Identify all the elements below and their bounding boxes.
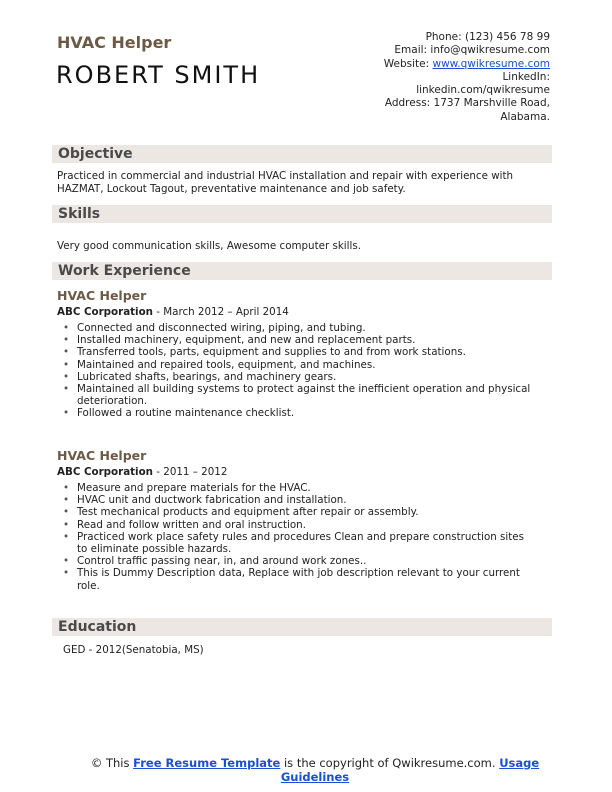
list-item: • Transferred tools, parts, equipment and supplies to and from work stations. xyxy=(57,346,537,358)
education-entry: GED - 2012(Senatobia, MS) xyxy=(63,644,204,656)
section-title: Objective xyxy=(58,146,133,162)
usage-guidelines-link[interactable]: Usage Guidelines xyxy=(280,756,540,784)
list-item: • Practiced work place safety rules and procedures Clean and prepare construction sites to eliminate possible hazards. xyxy=(57,531,537,555)
contact-address-line2: Alabama. xyxy=(500,110,550,123)
list-item: • Test mechanical products and equipment after repair or assembly. xyxy=(57,506,537,518)
list-item: • Lubricated shafts, bearings, and machinery gears. xyxy=(57,371,537,383)
contact-block xyxy=(300,31,550,124)
list-item: • Maintained all building systems to protect against the inefficient operation and physical deterioration. xyxy=(57,383,537,407)
contact-address: Address: 1737 Marshville Road, xyxy=(384,97,550,110)
website-link[interactable]: www.qwikresume.com xyxy=(432,57,550,70)
contact-linkedin: linkedin.com/qwikresume xyxy=(416,84,550,97)
job-duties-list xyxy=(57,482,537,592)
section-title: Skills xyxy=(58,206,101,222)
candidate-name: ROBERT SMITH xyxy=(56,61,261,89)
section-title: Education xyxy=(58,619,137,635)
objective-text: Practiced in commercial and industrial HVAC installation and repair with experience with HAZMAT, Lockout Tagout, preventative maintenance and job safety. xyxy=(57,170,514,195)
free-resume-template-link[interactable]: Free Resume Template xyxy=(133,756,281,770)
contact-linkedin-label: LinkedIn: xyxy=(502,70,550,83)
list-item: • HVAC unit and ductwork fabrication and installation. xyxy=(57,494,537,506)
job-company: ABC Corporation - 2011 – 2012 xyxy=(57,466,228,478)
contact-email: Email: info@qwikresume.com xyxy=(394,44,550,57)
list-item: • Control traffic passing near, in, and around work zones.. xyxy=(57,555,537,567)
contact-phone: Phone: (123) 456 78 99 xyxy=(425,31,550,43)
job-role: HVAC Helper xyxy=(57,448,147,463)
list-item: • Maintained and repaired tools, equipment, and machines. xyxy=(57,359,537,371)
list-item: • Installed machinery, equipment, and new and replacement parts. xyxy=(57,334,537,346)
list-item: • Followed a routine maintenance checklist. xyxy=(57,407,537,419)
section-work-header xyxy=(52,262,552,280)
list-item: • This is Dummy Description data, Replace with job description relevant to your current role. xyxy=(57,567,537,591)
section-education-header xyxy=(52,618,552,636)
list-item: • Read and follow written and oral instruction. xyxy=(57,519,537,531)
contact-website: Website: www.qwikresume.com xyxy=(383,57,550,70)
copyright-footer: © This Free Resume Template is the copyright of Qwikresume.com. Usage Guidelines xyxy=(90,756,540,784)
list-item: • Connected and disconnected wiring, piping, and tubing. xyxy=(57,322,537,334)
skills-text: Very good communication skills, Awesome computer skills. xyxy=(57,240,362,252)
job-company: ABC Corporation - March 2012 – April 2014 xyxy=(57,306,289,318)
section-objective-header xyxy=(52,145,552,163)
resume-job-title: HVAC Helper xyxy=(57,33,172,52)
section-skills-header xyxy=(52,205,552,223)
job-role: HVAC Helper xyxy=(57,288,147,303)
section-title: Work Experience xyxy=(58,263,191,279)
job-duties-list xyxy=(57,322,537,420)
list-item: • Measure and prepare materials for the HVAC. xyxy=(57,482,537,494)
